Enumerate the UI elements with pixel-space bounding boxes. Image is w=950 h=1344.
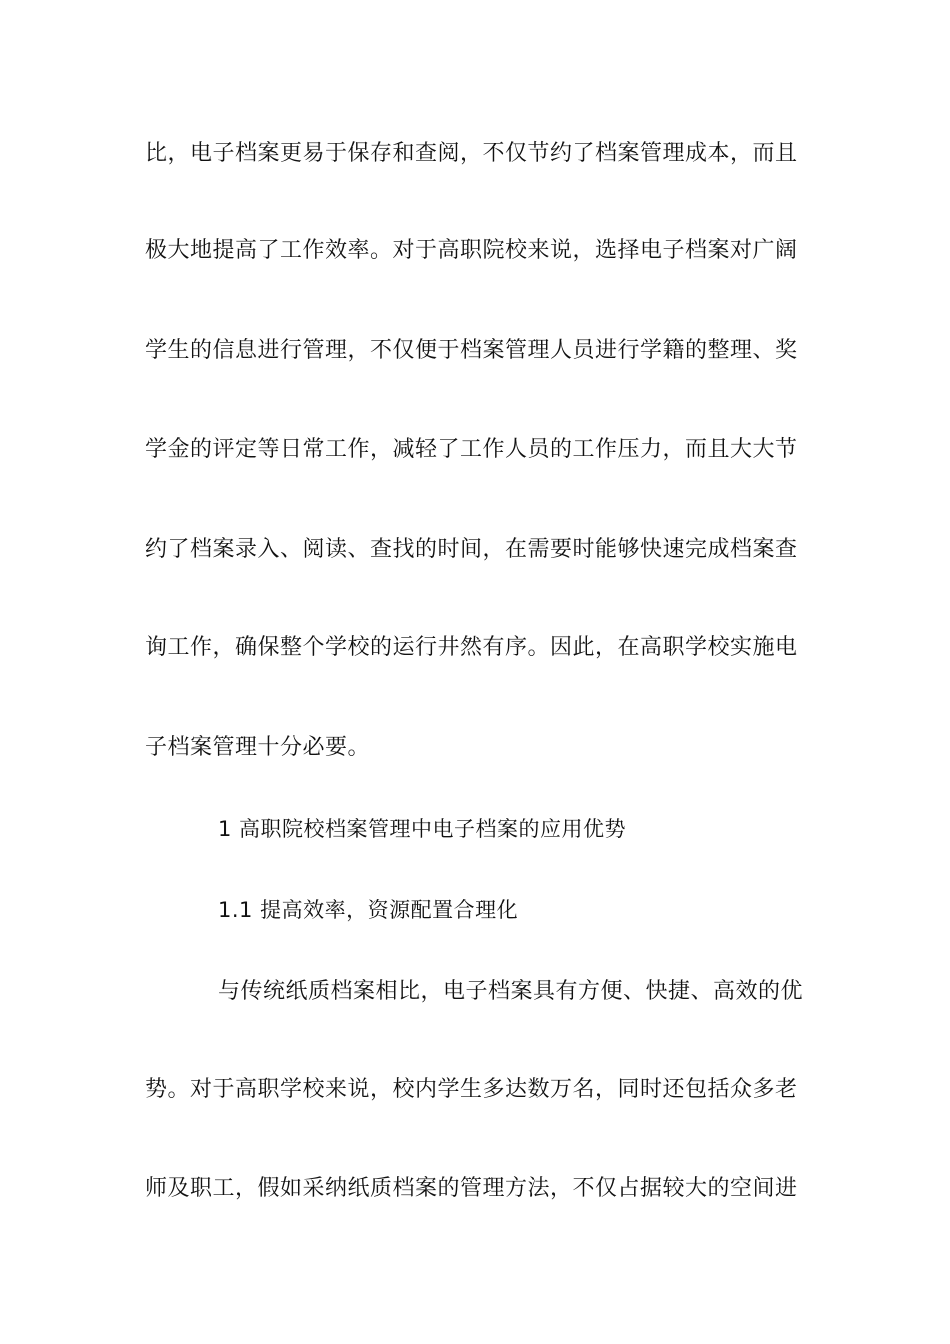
- section-heading: 1 高职院校档案管理中电子档案的应用优势: [218, 817, 627, 841]
- paragraph-1-line-3: 学生的信息进行管理，不仅便于档案管理人员进行学籍的整理、奖: [145, 338, 798, 363]
- paragraph-1-line-7: 子档案管理十分必要。: [145, 735, 371, 760]
- paragraph-2-line-2: 势。对于高职学校来说，校内学生多达数万名，同时还包括众多老: [145, 1077, 798, 1102]
- paragraph-1-line-2: 极大地提高了工作效率。对于高职院校来说，选择电子档案对广阔: [145, 238, 798, 263]
- paragraph-2-line-3: 师及职工，假如采纳纸质档案的管理方法，不仅占据较大的空间进: [145, 1176, 798, 1201]
- paragraph-2-line-1: 与传统纸质档案相比，电子档案具有方便、快捷、高效的优: [218, 979, 804, 1004]
- paragraph-1-line-6: 询工作，确保整个学校的运行井然有序。因此，在高职学校实施电: [145, 635, 798, 660]
- paragraph-1-line-5: 约了档案录入、阅读、查找的时间，在需要时能够快速完成档案查: [145, 537, 798, 562]
- paragraph-1-line-1: 比，电子档案更易于保存和查阅，不仅节约了档案管理成本，而且: [145, 141, 798, 166]
- paragraph-1-line-4: 学金的评定等日常工作，减轻了工作人员的工作压力，而且大大节: [145, 437, 798, 462]
- subsection-heading: 1.1 提高效率，资源配置合理化: [218, 898, 519, 922]
